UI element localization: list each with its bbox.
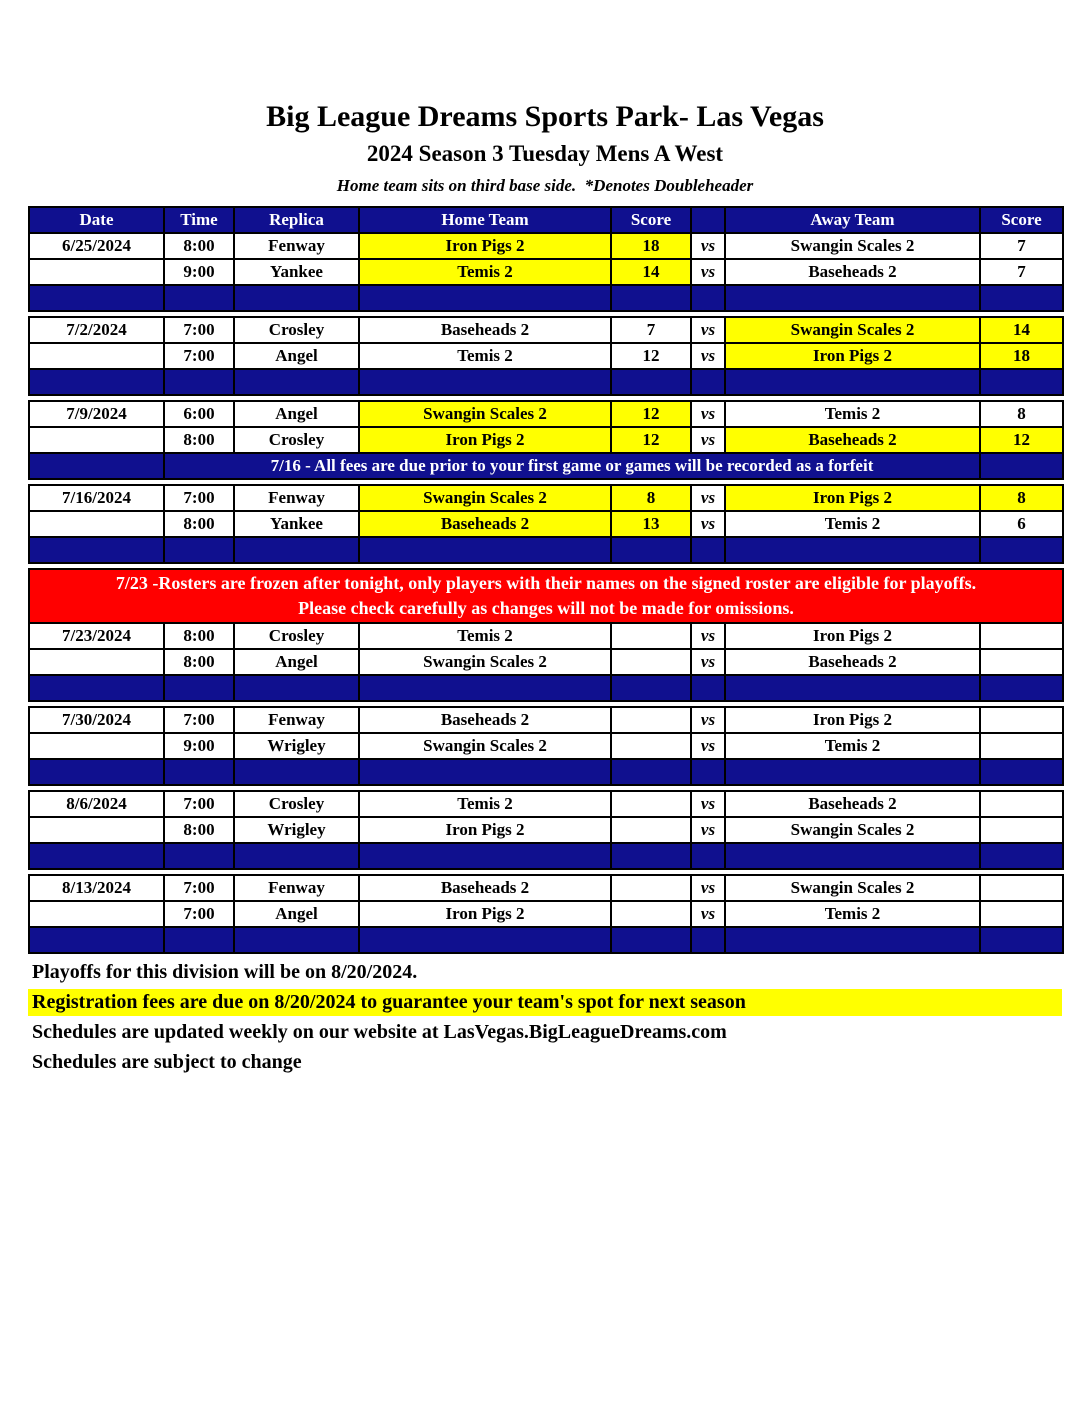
replica-cell: Angel bbox=[234, 401, 359, 427]
date-cell: 7/23/2024 bbox=[29, 623, 164, 649]
separator-cell bbox=[691, 537, 725, 563]
replica-cell: Yankee bbox=[234, 511, 359, 537]
separator-cell bbox=[691, 759, 725, 785]
registration-fees-note: Registration fees are due on 8/20/2024 to guarantee your team's spot for next season bbox=[28, 989, 1062, 1016]
time-cell: 7:00 bbox=[164, 901, 234, 927]
away-score-cell: 7 bbox=[980, 233, 1063, 259]
away-score-cell bbox=[980, 707, 1063, 733]
separator-cell bbox=[234, 927, 359, 953]
separator-cell bbox=[234, 675, 359, 701]
vs-label: vs bbox=[691, 649, 725, 675]
date-cell: 8/13/2024 bbox=[29, 875, 164, 901]
replica-cell: Yankee bbox=[234, 259, 359, 285]
away-score-cell bbox=[980, 733, 1063, 759]
separator-cell bbox=[980, 927, 1063, 953]
away-team-cell: Iron Pigs 2 bbox=[725, 485, 980, 511]
separator-cell bbox=[611, 759, 691, 785]
game-row bbox=[29, 901, 1063, 927]
replica-cell: Wrigley bbox=[234, 817, 359, 843]
replica-cell: Fenway bbox=[234, 707, 359, 733]
separator-cell bbox=[611, 285, 691, 311]
column-header-away-team: Away Team bbox=[725, 207, 980, 233]
separator-cell bbox=[611, 675, 691, 701]
away-team-cell: Swangin Scales 2 bbox=[725, 817, 980, 843]
separator-cell bbox=[29, 453, 164, 479]
replica-cell: Fenway bbox=[234, 875, 359, 901]
separator-cell bbox=[29, 759, 164, 785]
away-team-cell: Swangin Scales 2 bbox=[725, 233, 980, 259]
separator-cell bbox=[611, 537, 691, 563]
separator-row bbox=[29, 537, 1063, 563]
game-row bbox=[29, 733, 1063, 759]
date-cell bbox=[29, 427, 164, 453]
away-team-cell: Temis 2 bbox=[725, 511, 980, 537]
home-score-cell bbox=[611, 649, 691, 675]
separator-cell bbox=[359, 675, 611, 701]
vs-label: vs bbox=[691, 817, 725, 843]
separator-cell bbox=[234, 285, 359, 311]
vs-label: vs bbox=[691, 259, 725, 285]
away-score-cell bbox=[980, 791, 1063, 817]
column-header-vs bbox=[691, 207, 725, 233]
away-score-cell bbox=[980, 623, 1063, 649]
separator-row bbox=[29, 927, 1063, 953]
separator-cell bbox=[611, 843, 691, 869]
separator-cell bbox=[980, 759, 1063, 785]
separator-cell bbox=[980, 537, 1063, 563]
separator-cell bbox=[29, 675, 164, 701]
roster-banner-line-2: Please check carefully as changes will not be made for omissions. bbox=[298, 598, 794, 618]
vs-label: vs bbox=[691, 791, 725, 817]
game-row bbox=[29, 343, 1063, 369]
away-score-cell: 8 bbox=[980, 485, 1063, 511]
separator-cell bbox=[164, 369, 234, 395]
home-score-cell bbox=[611, 623, 691, 649]
page-subtitle: 2024 Season 3 Tuesday Mens A West bbox=[366, 141, 724, 166]
time-cell: 8:00 bbox=[164, 649, 234, 675]
replica-cell: Crosley bbox=[234, 317, 359, 343]
home-score-cell: 12 bbox=[611, 427, 691, 453]
away-team-cell: Baseheads 2 bbox=[725, 791, 980, 817]
date-cell bbox=[29, 343, 164, 369]
vs-label: vs bbox=[691, 233, 725, 259]
away-team-cell: Temis 2 bbox=[725, 901, 980, 927]
game-row bbox=[29, 707, 1063, 733]
home-score-cell bbox=[611, 791, 691, 817]
separator-cell bbox=[29, 369, 164, 395]
home-team-cell: Swangin Scales 2 bbox=[359, 401, 611, 427]
vs-label: vs bbox=[691, 343, 725, 369]
game-row bbox=[29, 623, 1063, 649]
home-team-cell: Swangin Scales 2 bbox=[359, 733, 611, 759]
game-row bbox=[29, 259, 1063, 285]
separator-row bbox=[29, 675, 1063, 701]
column-header-time: Time bbox=[164, 207, 234, 233]
subject-to-change-note: Schedules are subject to change bbox=[32, 1051, 302, 1073]
home-team-cell: Temis 2 bbox=[359, 791, 611, 817]
playoffs-note: Playoffs for this division will be on 8/20/2024. bbox=[32, 961, 418, 983]
vs-label: vs bbox=[691, 733, 725, 759]
game-row bbox=[29, 317, 1063, 343]
replica-cell: Crosley bbox=[234, 623, 359, 649]
separator-cell bbox=[691, 369, 725, 395]
home-team-cell: Temis 2 bbox=[359, 623, 611, 649]
home-score-cell: 8 bbox=[611, 485, 691, 511]
home-team-cell: Iron Pigs 2 bbox=[359, 427, 611, 453]
replica-cell: Fenway bbox=[234, 485, 359, 511]
home-team-cell: Swangin Scales 2 bbox=[359, 649, 611, 675]
roster-banner-line-1: 7/23 -Rosters are frozen after tonight, only players with their names on the signed roster are eligible for playoffs. bbox=[115, 573, 977, 593]
separator-cell bbox=[29, 843, 164, 869]
away-team-cell: Temis 2 bbox=[725, 733, 980, 759]
date-cell: 7/30/2024 bbox=[29, 707, 164, 733]
time-cell: 6:00 bbox=[164, 401, 234, 427]
separator-cell bbox=[691, 843, 725, 869]
away-score-cell: 8 bbox=[980, 401, 1063, 427]
game-row bbox=[29, 649, 1063, 675]
vs-label: vs bbox=[691, 511, 725, 537]
separator-cell bbox=[164, 759, 234, 785]
home-team-cell: Baseheads 2 bbox=[359, 317, 611, 343]
vs-label: vs bbox=[691, 901, 725, 927]
replica-cell: Angel bbox=[234, 901, 359, 927]
separator-cell bbox=[725, 285, 980, 311]
separator-cell bbox=[359, 927, 611, 953]
separator-cell bbox=[980, 369, 1063, 395]
vs-label: vs bbox=[691, 707, 725, 733]
home-team-cell: Baseheads 2 bbox=[359, 707, 611, 733]
fee-notice-row bbox=[29, 453, 1063, 479]
home-score-cell: 14 bbox=[611, 259, 691, 285]
separator-cell bbox=[980, 453, 1063, 479]
separator-cell bbox=[164, 675, 234, 701]
column-header-replica: Replica bbox=[234, 207, 359, 233]
separator-cell bbox=[691, 927, 725, 953]
home-team-cell: Iron Pigs 2 bbox=[359, 233, 611, 259]
away-team-cell: Baseheads 2 bbox=[725, 259, 980, 285]
separator-cell bbox=[725, 369, 980, 395]
game-row bbox=[29, 401, 1063, 427]
away-score-cell: 12 bbox=[980, 427, 1063, 453]
separator-cell bbox=[725, 759, 980, 785]
separator-cell bbox=[980, 285, 1063, 311]
away-team-cell: Swangin Scales 2 bbox=[725, 875, 980, 901]
date-cell bbox=[29, 817, 164, 843]
date-cell bbox=[29, 511, 164, 537]
separator-cell bbox=[611, 927, 691, 953]
time-cell: 9:00 bbox=[164, 259, 234, 285]
date-cell: 8/6/2024 bbox=[29, 791, 164, 817]
vs-label: vs bbox=[691, 875, 725, 901]
home-score-cell bbox=[611, 707, 691, 733]
away-score-cell bbox=[980, 817, 1063, 843]
time-cell: 8:00 bbox=[164, 623, 234, 649]
home-score-cell: 18 bbox=[611, 233, 691, 259]
time-cell: 7:00 bbox=[164, 791, 234, 817]
away-score-cell: 7 bbox=[980, 259, 1063, 285]
date-cell: 7/9/2024 bbox=[29, 401, 164, 427]
fee-notice-text: 7/16 - All fees are due prior to your first game or games will be recorded as a forfeit bbox=[164, 453, 980, 479]
website-note: Schedules are updated weekly on our website at LasVegas.BigLeagueDreams.com bbox=[32, 1021, 727, 1043]
away-team-cell: Swangin Scales 2 bbox=[725, 317, 980, 343]
separator-cell bbox=[29, 537, 164, 563]
separator-cell bbox=[359, 369, 611, 395]
home-team-cell: Temis 2 bbox=[359, 343, 611, 369]
date-cell bbox=[29, 733, 164, 759]
separator-cell bbox=[164, 285, 234, 311]
vs-label: vs bbox=[691, 401, 725, 427]
replica-cell: Crosley bbox=[234, 427, 359, 453]
column-header-away-score: Score bbox=[980, 207, 1063, 233]
separator-cell bbox=[164, 843, 234, 869]
footer bbox=[28, 959, 1062, 1076]
separator-cell bbox=[234, 843, 359, 869]
home-team-cell: Swangin Scales 2 bbox=[359, 485, 611, 511]
separator-row bbox=[29, 369, 1063, 395]
home-team-cell: Iron Pigs 2 bbox=[359, 817, 611, 843]
separator-row bbox=[29, 843, 1063, 869]
home-team-cell: Temis 2 bbox=[359, 259, 611, 285]
home-score-cell bbox=[611, 817, 691, 843]
time-cell: 8:00 bbox=[164, 233, 234, 259]
game-row bbox=[29, 817, 1063, 843]
separator-cell bbox=[359, 285, 611, 311]
separator-cell bbox=[359, 537, 611, 563]
away-score-cell bbox=[980, 901, 1063, 927]
column-header-home-team: Home Team bbox=[359, 207, 611, 233]
replica-cell: Angel bbox=[234, 343, 359, 369]
separator-cell bbox=[234, 537, 359, 563]
vs-label: vs bbox=[691, 427, 725, 453]
game-row bbox=[29, 485, 1063, 511]
date-cell: 7/16/2024 bbox=[29, 485, 164, 511]
separator-cell bbox=[611, 369, 691, 395]
date-cell bbox=[29, 901, 164, 927]
away-score-cell: 14 bbox=[980, 317, 1063, 343]
home-score-cell: 12 bbox=[611, 401, 691, 427]
home-score-cell: 13 bbox=[611, 511, 691, 537]
schedule-note: Home team sits on third base side. *Denotes Doubleheader bbox=[336, 176, 754, 195]
separator-cell bbox=[29, 927, 164, 953]
away-score-cell: 6 bbox=[980, 511, 1063, 537]
time-cell: 8:00 bbox=[164, 427, 234, 453]
away-team-cell: Iron Pigs 2 bbox=[725, 707, 980, 733]
date-cell bbox=[29, 259, 164, 285]
date-cell bbox=[29, 649, 164, 675]
separator-cell bbox=[234, 759, 359, 785]
roster-banner-text bbox=[29, 569, 1063, 623]
time-cell: 9:00 bbox=[164, 733, 234, 759]
game-row bbox=[29, 511, 1063, 537]
away-score-cell: 18 bbox=[980, 343, 1063, 369]
date-cell: 7/2/2024 bbox=[29, 317, 164, 343]
separator-cell bbox=[725, 927, 980, 953]
date-cell: 6/25/2024 bbox=[29, 233, 164, 259]
away-team-cell: Baseheads 2 bbox=[725, 427, 980, 453]
game-row bbox=[29, 233, 1063, 259]
separator-cell bbox=[691, 285, 725, 311]
time-cell: 7:00 bbox=[164, 317, 234, 343]
time-cell: 7:00 bbox=[164, 343, 234, 369]
separator-cell bbox=[164, 927, 234, 953]
replica-cell: Crosley bbox=[234, 791, 359, 817]
home-score-cell: 7 bbox=[611, 317, 691, 343]
away-team-cell: Iron Pigs 2 bbox=[725, 343, 980, 369]
separator-cell bbox=[29, 285, 164, 311]
game-row bbox=[29, 875, 1063, 901]
time-cell: 8:00 bbox=[164, 511, 234, 537]
table-header-row bbox=[29, 207, 1063, 233]
separator-cell bbox=[234, 369, 359, 395]
home-team-cell: Iron Pigs 2 bbox=[359, 901, 611, 927]
game-row bbox=[29, 791, 1063, 817]
home-score-cell bbox=[611, 733, 691, 759]
vs-label: vs bbox=[691, 623, 725, 649]
replica-cell: Fenway bbox=[234, 233, 359, 259]
replica-cell: Angel bbox=[234, 649, 359, 675]
separator-cell bbox=[725, 675, 980, 701]
separator-cell bbox=[725, 537, 980, 563]
column-header-date: Date bbox=[29, 207, 164, 233]
separator-cell bbox=[359, 759, 611, 785]
time-cell: 7:00 bbox=[164, 485, 234, 511]
replica-cell: Wrigley bbox=[234, 733, 359, 759]
home-team-cell: Baseheads 2 bbox=[359, 875, 611, 901]
separator-cell bbox=[691, 675, 725, 701]
time-cell: 8:00 bbox=[164, 817, 234, 843]
separator-cell bbox=[980, 843, 1063, 869]
away-team-cell: Temis 2 bbox=[725, 401, 980, 427]
separator-row bbox=[29, 759, 1063, 785]
column-header-home-score: Score bbox=[611, 207, 691, 233]
separator-cell bbox=[980, 675, 1063, 701]
vs-label: vs bbox=[691, 485, 725, 511]
away-team-cell: Baseheads 2 bbox=[725, 649, 980, 675]
away-score-cell bbox=[980, 649, 1063, 675]
away-score-cell bbox=[980, 875, 1063, 901]
vs-label: vs bbox=[691, 317, 725, 343]
time-cell: 7:00 bbox=[164, 707, 234, 733]
away-team-cell: Iron Pigs 2 bbox=[725, 623, 980, 649]
home-score-cell: 12 bbox=[611, 343, 691, 369]
separator-cell bbox=[164, 537, 234, 563]
roster-banner-row bbox=[29, 569, 1063, 623]
time-cell: 7:00 bbox=[164, 875, 234, 901]
home-team-cell: Baseheads 2 bbox=[359, 511, 611, 537]
schedule-table bbox=[28, 206, 1064, 954]
home-score-cell bbox=[611, 875, 691, 901]
game-row bbox=[29, 427, 1063, 453]
separator-row bbox=[29, 285, 1063, 311]
home-score-cell bbox=[611, 901, 691, 927]
separator-cell bbox=[359, 843, 611, 869]
page-title: Big League Dreams Sports Park- Las Vegas bbox=[266, 100, 824, 133]
separator-cell bbox=[725, 843, 980, 869]
